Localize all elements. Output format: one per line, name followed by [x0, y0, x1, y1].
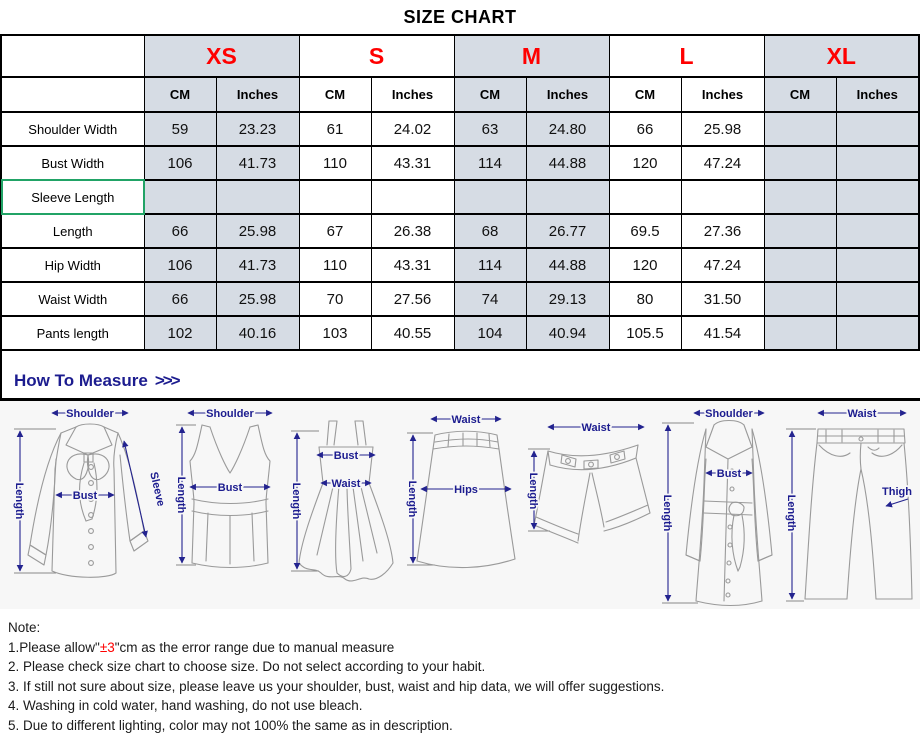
notes-section: [0, 609, 920, 735]
cell: 80: [609, 282, 681, 316]
length-label: Length: [289, 482, 302, 520]
length-label: Length: [175, 476, 188, 514]
bust-label: Bust: [333, 450, 358, 462]
length-label: Length: [13, 482, 25, 520]
skirt-illustration: [405, 403, 525, 605]
cell: [681, 180, 764, 214]
cell: [764, 146, 836, 180]
cell: 74: [454, 282, 526, 316]
size-header-m: M: [454, 35, 609, 77]
shoulder-label: Shoulder: [66, 408, 114, 420]
note-line-2: 2. Please check size chart to choose size. Do not select according to your habit.: [8, 659, 486, 674]
cell: 68: [454, 214, 526, 248]
length-label: Length: [784, 494, 797, 532]
hips-label: Hips: [454, 484, 478, 496]
waist-label: Waist: [451, 414, 481, 426]
jeans-illustration: [784, 403, 914, 609]
cell: [216, 180, 299, 214]
size-header-l: L: [609, 35, 764, 77]
cell: 47.24: [681, 146, 764, 180]
cell: 41.73: [216, 146, 299, 180]
cell: 27.56: [371, 282, 454, 316]
cell: 29.13: [526, 282, 609, 316]
cell: [764, 248, 836, 282]
cell: [836, 316, 919, 350]
how-to-measure-title: How To Measure: [14, 371, 148, 390]
cell: [836, 214, 919, 248]
cell: 24.02: [371, 112, 454, 146]
chevrons-icon: >>>: [154, 371, 179, 390]
unit-cm: CM: [454, 77, 526, 112]
cell: 25.98: [216, 214, 299, 248]
unit-cm: CM: [764, 77, 836, 112]
cell: 66: [144, 282, 216, 316]
cell: 40.55: [371, 316, 454, 350]
error-range-value: ±3: [99, 639, 115, 655]
cell: 66: [609, 112, 681, 146]
cell: 69.5: [609, 214, 681, 248]
waist-label: Waist: [331, 478, 361, 490]
corner-cell-2: [1, 77, 144, 112]
cell: 47.24: [681, 248, 764, 282]
page-title: SIZE CHART: [403, 6, 517, 27]
size-header-xl: XL: [764, 35, 919, 77]
cell: 24.80: [526, 112, 609, 146]
cell: 67: [299, 214, 371, 248]
measure-illustrations: [0, 401, 920, 609]
cell: 31.50: [681, 282, 764, 316]
cell: 25.98: [681, 112, 764, 146]
tank-top-illustration: [172, 403, 287, 605]
cell: 23.23: [216, 112, 299, 146]
cell: 44.88: [526, 248, 609, 282]
row-label: Bust Width: [1, 146, 144, 180]
cell: 106: [144, 146, 216, 180]
unit-inches: Inches: [681, 77, 764, 112]
size-header-s: S: [299, 35, 454, 77]
length-label: Length: [527, 472, 540, 510]
dress-illustration: [289, 403, 404, 605]
cell: 70: [299, 282, 371, 316]
bust-label: Bust: [72, 490, 98, 502]
cell: [764, 180, 836, 214]
cell: 106: [144, 248, 216, 282]
shoulder-label: Shoulder: [206, 408, 255, 420]
table-row: [1, 112, 919, 146]
cell: [764, 214, 836, 248]
table-row: [1, 146, 919, 180]
cell: [526, 180, 609, 214]
cell: 25.98: [216, 282, 299, 316]
row-label: Hip Width: [1, 248, 144, 282]
cell: [836, 180, 919, 214]
thigh-label: Thigh: [882, 486, 912, 498]
cell: 44.88: [526, 146, 609, 180]
cell: [299, 180, 371, 214]
cell: 104: [454, 316, 526, 350]
cell: [764, 112, 836, 146]
cell: 110: [299, 146, 371, 180]
note-line-4: 4. Washing in cold water, hand washing, do not use bleach.: [8, 698, 363, 713]
cell: 114: [454, 248, 526, 282]
size-table: [0, 34, 920, 351]
cell: [454, 180, 526, 214]
cell: 120: [609, 248, 681, 282]
table-row: [1, 180, 919, 214]
length-label: Length: [405, 480, 418, 518]
size-header-row: [1, 35, 919, 77]
cell: 110: [299, 248, 371, 282]
length-label: Length: [660, 494, 673, 532]
row-label: Sleeve Length: [1, 180, 144, 214]
coat-illustration: [658, 403, 783, 609]
cell: 66: [144, 214, 216, 248]
table-row: [1, 248, 919, 282]
note-line-5: 5. Due to different lighting, color may not 100% the same as in description.: [8, 717, 453, 733]
cell: 40.16: [216, 316, 299, 350]
cell: 120: [609, 146, 681, 180]
table-row: [1, 282, 919, 316]
cell: 61: [299, 112, 371, 146]
cell: [144, 180, 216, 214]
bust-label: Bust: [716, 468, 741, 480]
row-label: Waist Width: [1, 282, 144, 316]
cell: [764, 316, 836, 350]
cell: 43.31: [371, 146, 454, 180]
cell: [836, 282, 919, 316]
corner-cell: [1, 35, 144, 77]
cell: 63: [454, 112, 526, 146]
unit-cm: CM: [144, 77, 216, 112]
unit-inches: Inches: [216, 77, 299, 112]
cell: 41.73: [216, 248, 299, 282]
blouse-illustration: [6, 403, 171, 605]
cell: 105.5: [609, 316, 681, 350]
cell: 59: [144, 112, 216, 146]
row-label: Pants length: [1, 316, 144, 350]
row-label: Length: [1, 214, 144, 248]
table-row: [1, 214, 919, 248]
unit-inches: Inches: [526, 77, 609, 112]
note-line-3: 3. If still not sure about size, please leave us your shoulder, bust, waist and hip data, we will offer suggestions.: [8, 678, 665, 694]
shorts-illustration: [526, 403, 656, 605]
row-label: Shoulder Width: [1, 112, 144, 146]
cell: [764, 282, 836, 316]
table-row: [1, 316, 919, 350]
cell: [836, 146, 919, 180]
cell: 40.94: [526, 316, 609, 350]
unit-cm: CM: [609, 77, 681, 112]
cell: 114: [454, 146, 526, 180]
cell: 43.31: [371, 248, 454, 282]
cell: [836, 112, 919, 146]
unit-header-row: [1, 77, 919, 112]
cell: 41.54: [681, 316, 764, 350]
waist-label: Waist: [847, 408, 877, 420]
cell: 26.38: [371, 214, 454, 248]
unit-cm: CM: [299, 77, 371, 112]
cell: 103: [299, 316, 371, 350]
how-to-measure-header: [0, 351, 920, 401]
unit-inches: Inches: [371, 77, 454, 112]
unit-inches: Inches: [836, 77, 919, 112]
cell: [371, 180, 454, 214]
notes-heading: Note:: [8, 620, 41, 635]
bust-label: Bust: [218, 482, 243, 494]
size-header-xs: XS: [144, 35, 299, 77]
waist-label: Waist: [581, 422, 611, 434]
note-line-1: 1.Please allow"±3"cm as the error range due to manual measure: [8, 639, 395, 655]
cell: 26.77: [526, 214, 609, 248]
cell: 102: [144, 316, 216, 350]
shoulder-label: Shoulder: [704, 408, 753, 420]
cell: [836, 248, 919, 282]
sleeve-label: Sleeve: [147, 470, 167, 508]
cell: 27.36: [681, 214, 764, 248]
cell: [609, 180, 681, 214]
